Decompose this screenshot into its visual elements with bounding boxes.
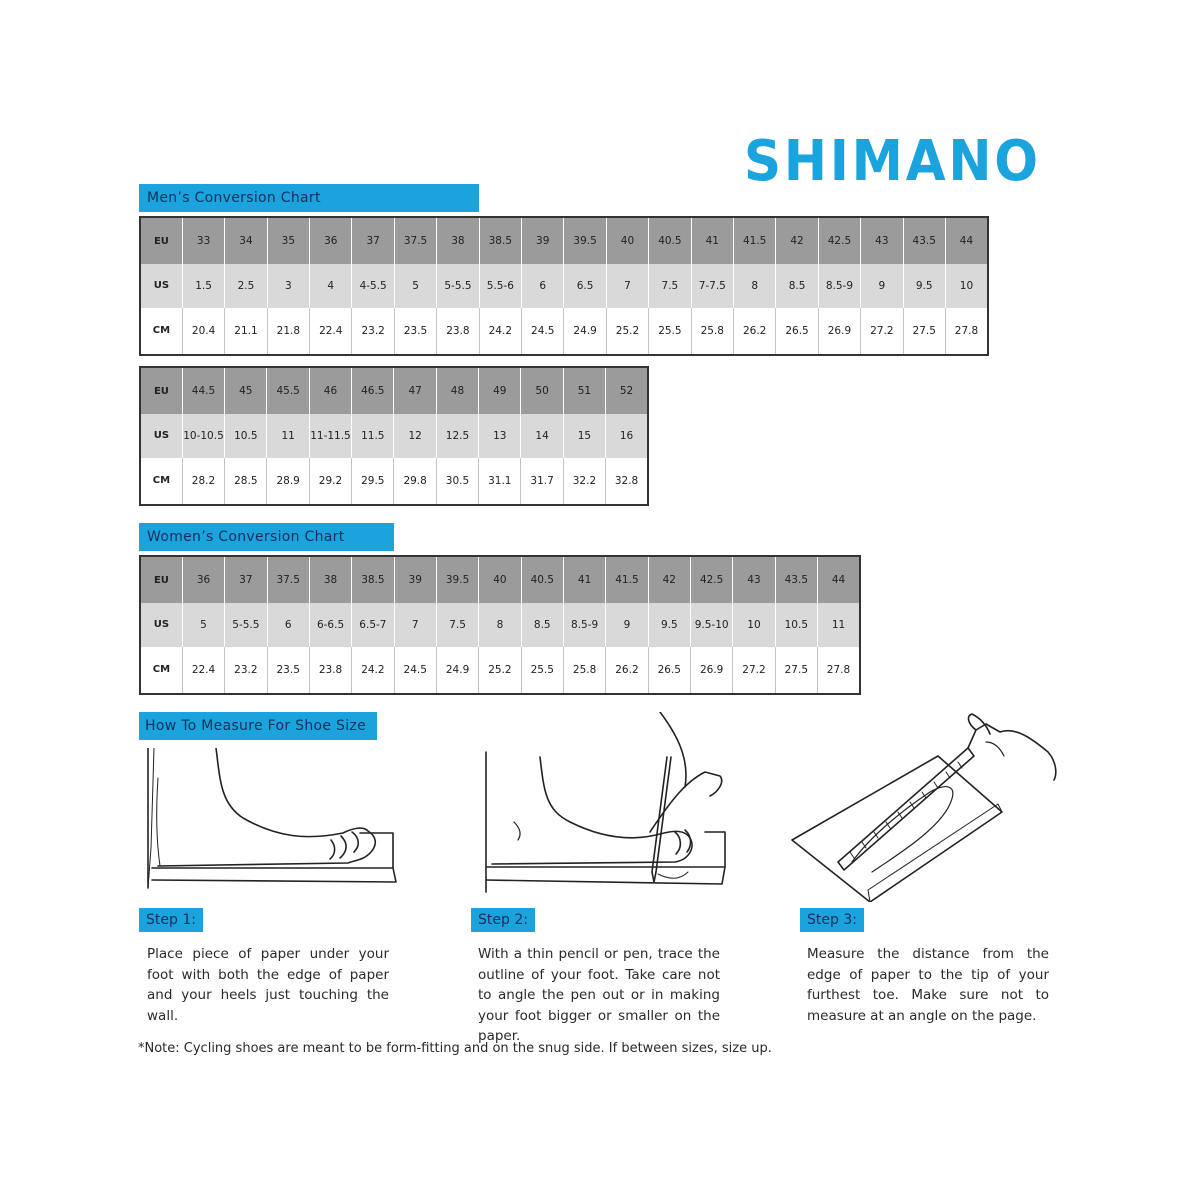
cm-size-cell: 25.8 [691,308,733,355]
us-row-header: US [140,414,182,458]
cm-size-cell: 24.2 [479,308,521,355]
cm-size-cell: 24.5 [394,647,436,694]
us-size-cell: 10-10.5 [182,414,224,458]
eu-size-cell: 37 [225,556,267,603]
eu-size-cell: 43.5 [903,217,945,264]
us-size-cell: 10 [733,603,775,647]
step-3-label: Step 3: [800,908,864,932]
cm-size-cell: 24.9 [436,647,478,694]
cm-row [140,647,860,694]
cm-size-cell: 21.8 [267,308,309,355]
cm-size-cell: 30.5 [436,458,478,505]
cm-size-cell: 28.5 [225,458,267,505]
us-size-cell: 9 [861,264,903,308]
us-size-cell: 7.5 [649,264,691,308]
eu-size-cell: 41 [563,556,605,603]
cm-size-cell: 27.5 [903,308,945,355]
eu-size-cell: 39.5 [564,217,606,264]
cm-size-cell: 32.8 [606,458,648,505]
eu-size-cell: 42.5 [690,556,732,603]
mens-chart-title: Men’s Conversion Chart [139,184,479,212]
mens-size-table-1 [139,216,989,356]
eu-size-cell: 39.5 [436,556,478,603]
us-size-cell: 9.5 [903,264,945,308]
cm-row [140,308,988,355]
eu-size-cell: 37 [352,217,394,264]
us-row [140,264,988,308]
cm-size-cell: 29.5 [352,458,394,505]
cm-size-cell: 29.8 [394,458,436,505]
eu-row [140,556,860,603]
us-size-cell: 12.5 [436,414,478,458]
cm-size-cell: 21.1 [225,308,267,355]
eu-size-cell: 38.5 [352,556,394,603]
eu-row-header: EU [140,217,182,264]
eu-size-cell: 40.5 [649,217,691,264]
us-size-cell: 6.5-7 [352,603,394,647]
us-size-cell: 8 [479,603,521,647]
us-size-cell: 8.5-9 [818,264,860,308]
cm-size-cell: 27.2 [733,647,775,694]
step-3-text: Measure the distance from the edge of paper to the tip of your furthest toe. Make sure not to measure at an angle on the page. [807,946,1049,1024]
us-size-cell: 15 [563,414,605,458]
eu-size-cell: 46.5 [352,367,394,414]
cm-size-cell: 24.5 [522,308,564,355]
eu-size-cell: 44 [818,556,861,603]
eu-size-cell: 51 [563,367,605,414]
womens-size-table [139,555,861,695]
us-size-cell: 9.5-10 [690,603,732,647]
step-2-text: With a thin pencil or pen, trace the outline of your foot. Take care not to angle the pen out or in making your foot bigger or smaller on the paper. [478,946,720,1044]
cm-size-cell: 31.1 [479,458,521,505]
eu-size-cell: 41 [691,217,733,264]
us-size-cell: 7-7.5 [691,264,733,308]
footnote: *Note: Cycling shoes are meant to be form-fitting and on the snug side. If between sizes, size up. [138,1041,772,1056]
cm-row-header: CM [140,458,182,505]
eu-size-cell: 35 [267,217,309,264]
cm-size-cell: 28.9 [267,458,309,505]
us-size-cell: 5-5.5 [225,603,267,647]
eu-size-cell: 42.5 [818,217,860,264]
eu-row [140,217,988,264]
us-size-cell: 8.5 [776,264,818,308]
cm-size-cell: 23.2 [225,647,267,694]
step-1-illustration [138,748,403,896]
us-size-cell: 12 [394,414,436,458]
cm-size-cell: 27.5 [775,647,817,694]
eu-size-cell: 44.5 [182,367,224,414]
eu-size-cell: 39 [522,217,564,264]
cm-size-cell: 26.9 [818,308,860,355]
cm-size-cell: 29.2 [309,458,351,505]
cm-size-cell: 26.2 [606,647,648,694]
cm-size-cell: 22.4 [182,647,224,694]
eu-row-header: EU [140,556,182,603]
us-size-cell: 10.5 [775,603,817,647]
us-size-cell: 5-5.5 [437,264,479,308]
cm-size-cell: 26.2 [733,308,775,355]
us-size-cell: 5 [182,603,224,647]
eu-size-cell: 33 [182,217,224,264]
us-size-cell: 16 [606,414,648,458]
us-size-cell: 9 [606,603,648,647]
us-size-cell: 4-5.5 [352,264,394,308]
cm-size-cell: 27.2 [861,308,903,355]
eu-size-cell: 42 [776,217,818,264]
cm-size-cell: 27.8 [945,308,988,355]
cm-size-cell: 20.4 [182,308,224,355]
us-size-cell: 11-11.5 [309,414,351,458]
eu-size-cell: 41.5 [606,556,648,603]
us-size-cell: 13 [479,414,521,458]
eu-size-cell: 43 [733,556,775,603]
cm-size-cell: 25.5 [649,308,691,355]
us-size-cell: 7 [394,603,436,647]
cm-size-cell: 23.2 [352,308,394,355]
shimano-logo: SHIMANO [744,129,1041,194]
cm-size-cell: 22.4 [310,308,352,355]
us-row [140,603,860,647]
eu-size-cell: 36 [182,556,224,603]
cm-size-cell: 23.5 [267,647,309,694]
us-size-cell: 5.5-6 [479,264,521,308]
eu-size-cell: 39 [394,556,436,603]
us-size-cell: 7.5 [436,603,478,647]
eu-size-cell: 52 [606,367,648,414]
cm-size-cell: 24.9 [564,308,606,355]
us-size-cell: 4 [310,264,352,308]
eu-row-header: EU [140,367,182,414]
eu-size-cell: 37.5 [394,217,436,264]
us-size-cell: 3 [267,264,309,308]
cm-size-cell: 31.7 [521,458,563,505]
eu-size-cell: 38 [309,556,351,603]
us-size-cell: 5 [394,264,436,308]
us-size-cell: 14 [521,414,563,458]
us-size-cell: 11 [267,414,309,458]
eu-size-cell: 48 [436,367,478,414]
cm-size-cell: 26.5 [648,647,690,694]
us-size-cell: 11 [818,603,861,647]
step-1-label: Step 1: [139,908,203,932]
cm-size-cell: 26.9 [690,647,732,694]
eu-size-cell: 37.5 [267,556,309,603]
eu-size-cell: 45 [225,367,267,414]
us-row-header: US [140,603,182,647]
eu-size-cell: 40 [606,217,648,264]
step-2-illustration [470,712,735,897]
step-2-label: Step 2: [471,908,535,932]
us-row-header: US [140,264,182,308]
eu-size-cell: 38.5 [479,217,521,264]
cm-size-cell: 25.8 [563,647,605,694]
cm-row-header: CM [140,647,182,694]
cm-size-cell: 25.2 [479,647,521,694]
us-row [140,414,648,458]
cm-size-cell: 28.2 [182,458,224,505]
eu-size-cell: 46 [309,367,351,414]
cm-size-cell: 26.5 [776,308,818,355]
eu-size-cell: 40 [479,556,521,603]
eu-size-cell: 50 [521,367,563,414]
us-size-cell: 1.5 [182,264,224,308]
us-size-cell: 8.5 [521,603,563,647]
eu-size-cell: 38 [437,217,479,264]
cm-size-cell: 25.2 [606,308,648,355]
mens-size-table-2 [139,366,649,506]
eu-size-cell: 41.5 [733,217,775,264]
eu-size-cell: 43 [861,217,903,264]
cm-size-cell: 32.2 [563,458,605,505]
eu-size-cell: 49 [479,367,521,414]
eu-size-cell: 44 [945,217,988,264]
eu-size-cell: 34 [225,217,267,264]
cm-size-cell: 27.8 [818,647,861,694]
eu-size-cell: 40.5 [521,556,563,603]
us-size-cell: 6 [267,603,309,647]
step-3-illustration [790,712,1062,902]
us-size-cell: 8.5-9 [563,603,605,647]
eu-size-cell: 47 [394,367,436,414]
us-size-cell: 9.5 [648,603,690,647]
womens-chart-title: Women’s Conversion Chart [139,523,394,551]
cm-row-header: CM [140,308,182,355]
us-size-cell: 6 [522,264,564,308]
eu-size-cell: 36 [310,217,352,264]
us-size-cell: 6.5 [564,264,606,308]
us-size-cell: 6-6.5 [309,603,351,647]
us-size-cell: 10 [945,264,988,308]
cm-row [140,458,648,505]
measure-title: How To Measure For Shoe Size [139,712,377,740]
step-1-text: Place piece of paper under your foot with both the edge of paper and your heels just touching the wall. [147,946,389,1024]
us-size-cell: 7 [606,264,648,308]
cm-size-cell: 23.8 [309,647,351,694]
eu-size-cell: 45.5 [267,367,309,414]
us-size-cell: 8 [733,264,775,308]
cm-size-cell: 24.2 [352,647,394,694]
eu-row [140,367,648,414]
cm-size-cell: 23.5 [394,308,436,355]
cm-size-cell: 25.5 [521,647,563,694]
us-size-cell: 11.5 [352,414,394,458]
us-size-cell: 2.5 [225,264,267,308]
eu-size-cell: 43.5 [775,556,817,603]
us-size-cell: 10.5 [225,414,267,458]
eu-size-cell: 42 [648,556,690,603]
cm-size-cell: 23.8 [437,308,479,355]
